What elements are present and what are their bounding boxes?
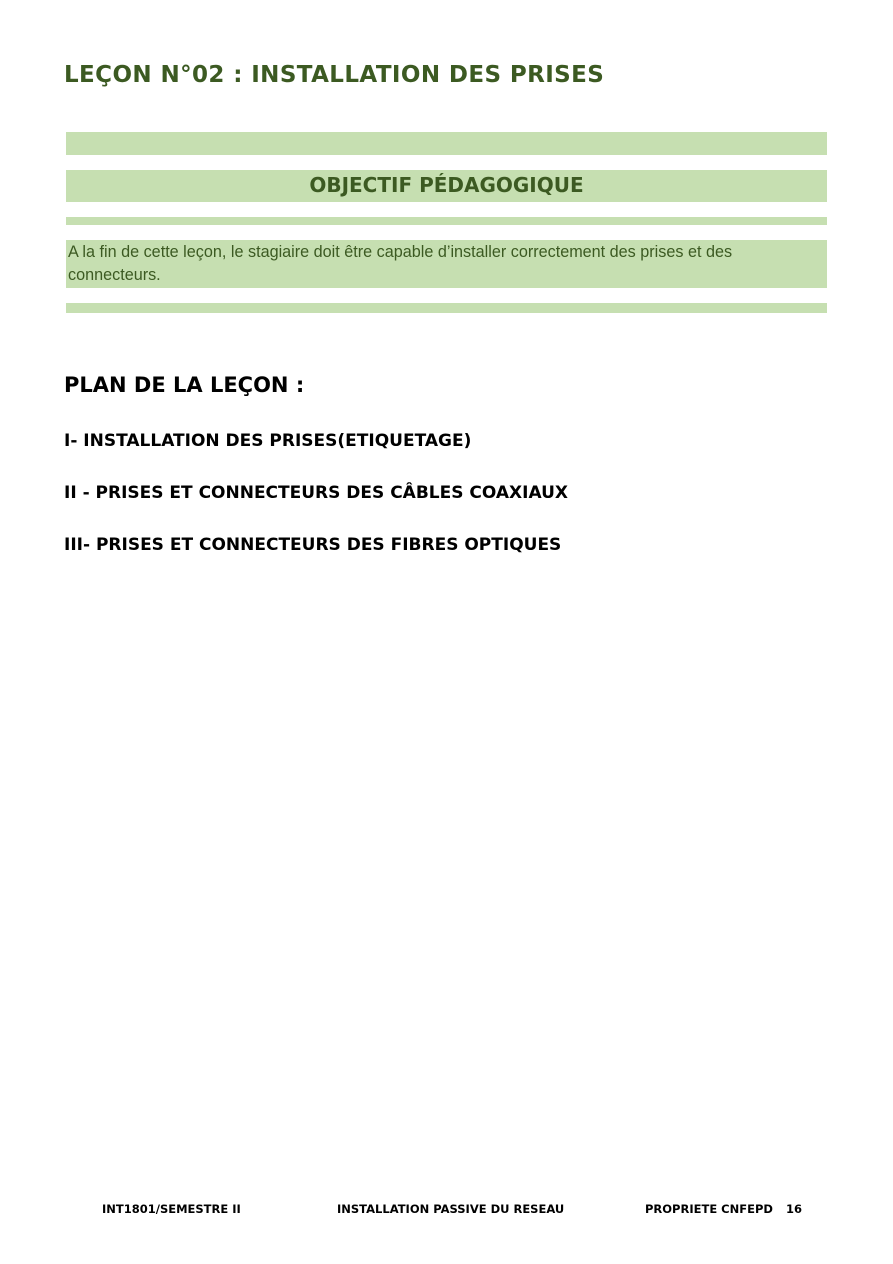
plan-item: II - PRISES ET CONNECTEURS DES CÂBLES COAXIAUX	[64, 483, 568, 503]
objective-band-divider	[66, 217, 827, 225]
objective-band-bottom	[66, 303, 827, 313]
footer-owner: PROPRIETE CNFEPD	[645, 1202, 773, 1216]
objective-band-top	[66, 132, 827, 155]
objective-text: A la fin de cette leçon, le stagiaire doit être capable d’installer correctement des prises et des connecteurs.	[68, 243, 733, 284]
plan-item: III- PRISES ET CONNECTEURS DES FIBRES OPTIQUES	[64, 535, 562, 555]
footer-course-code: INT1801/SEMESTRE II	[102, 1202, 241, 1216]
objective-heading: OBJECTIF PÉDAGOGIQUE	[309, 173, 584, 197]
lesson-title: LEÇON N°02 : INSTALLATION DES PRISES	[64, 62, 605, 88]
footer-course-name: INSTALLATION PASSIVE DU RESEAU	[337, 1202, 565, 1216]
page-number: 16	[786, 1202, 803, 1216]
plan-heading: PLAN DE LA LEÇON :	[64, 373, 305, 397]
plan-item: I- INSTALLATION DES PRISES(ETIQUETAGE)	[64, 431, 472, 451]
